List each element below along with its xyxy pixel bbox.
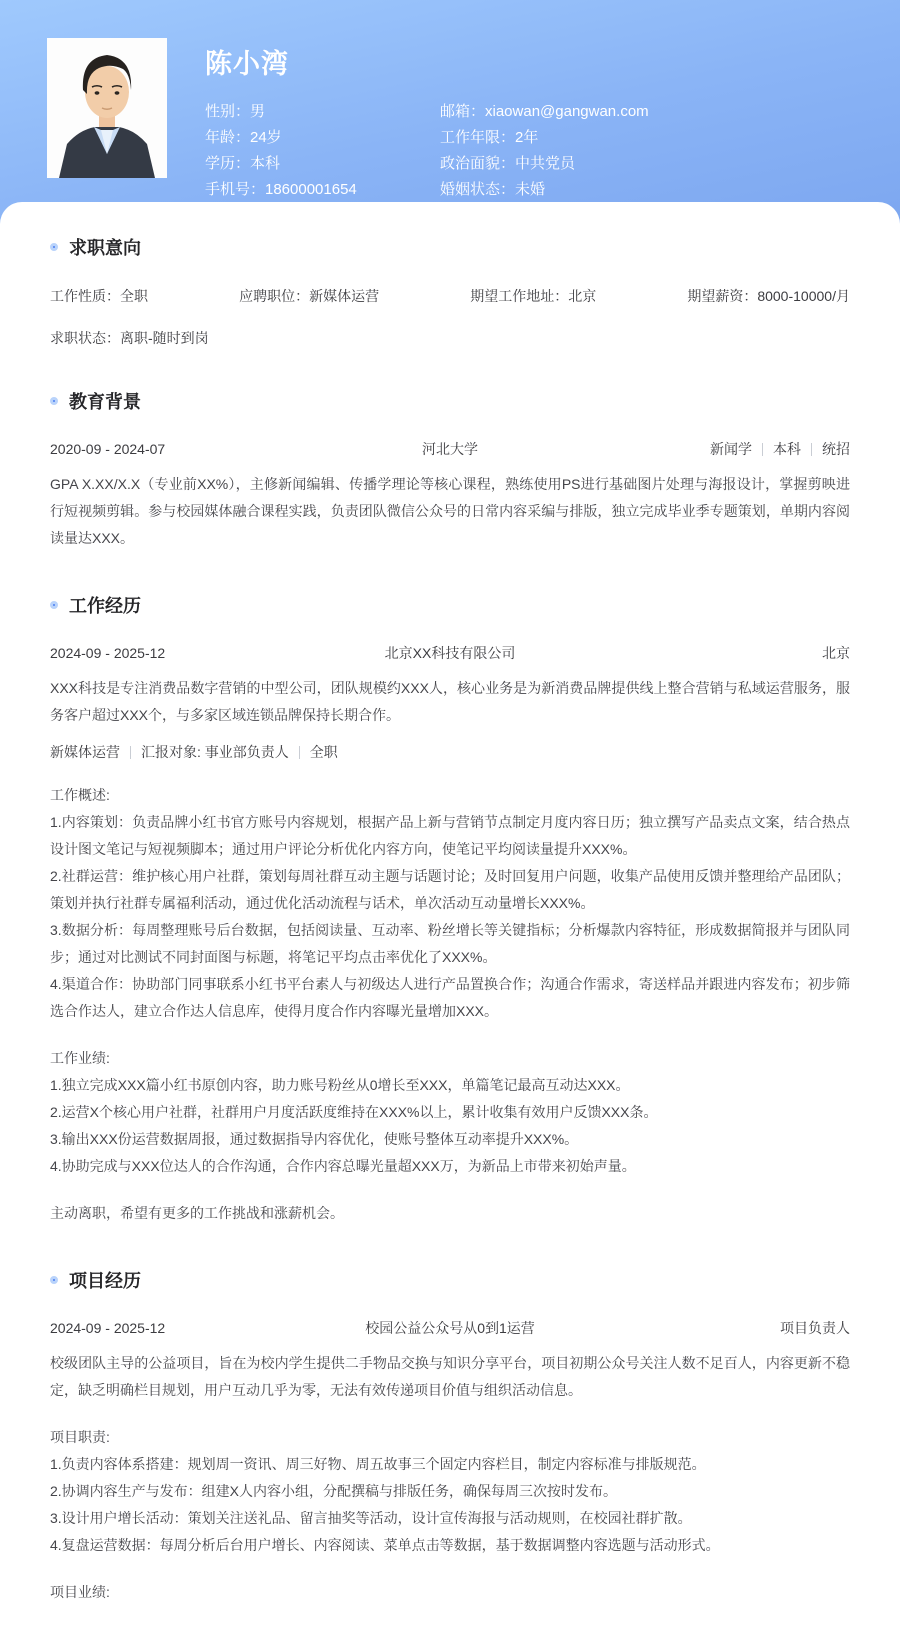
project-intro: 校级团队主导的公益项目，旨在为校内学生提供二手物品交换与知识分享平台，项目初期公众号关注人数不足百人，内容更新不稳定，缺乏明确栏目规划，用户互动几乎为零，无法有效传递项目价值与组织活动信息。 [50,1355,850,1398]
section-bullet-icon [50,243,58,251]
resume-body [0,202,900,1646]
header-field-gender: 性别：男 [205,103,266,120]
work-achievement-item: 1.独立完成XXX篇小红书原创内容，助力账号粉丝从0增长至XXX，单篇笔记最高互动达XXX。 [50,1077,630,1093]
job-intent-location: 期望工作地址：北京 [470,288,597,304]
candidate-name: 陈小湾 [205,49,289,79]
work-entry-row [50,643,850,663]
education-school: 河北大学 [422,441,478,457]
job-intent-position: 应聘职位：新媒体运营 [239,288,380,304]
education-admission-type: 统招 [822,441,850,457]
section-job-intent [50,234,850,348]
work-period: 2024-09 - 2025-12 [50,645,166,661]
education-meta [710,439,850,459]
work-achievement-item: 4.协助完成与XXX位达人的合作沟通，合作内容总曝光量超XXX万，为新品上市带来初始声量。 [50,1158,636,1174]
header-field-age: 年龄：24岁 [205,129,282,146]
work-location: 北京 [822,645,850,661]
section-project-experience [50,1267,850,1606]
section-title-text: 教育背景 [69,392,141,412]
project-entry-row [50,1318,850,1338]
job-intent-work-type: 工作性质：全职 [50,288,148,304]
job-intent-status-row [50,328,850,348]
divider [762,443,763,456]
project-duties-label: 项目职责: [50,1429,110,1445]
work-overview-item: 2.社群运营：维护核心用户社群，策划每周社群互动主题与话题讨论；及时回复用户问题，收集产品使用反馈并整理给产品团队；策划并执行社群专属福利活动，通过优化活动流程与话术，单次活动互动量增长XXX%。 [50,868,850,911]
header-field-degree: 学历：本科 [205,155,281,172]
project-results-label: 项目业绩: [50,1584,110,1600]
job-intent-salary: 期望薪资：8000-10000/月 [687,288,850,304]
work-meta-row [50,742,850,762]
project-duty-item: 2.协调内容生产与发布：组建X人内容小组，分配撰稿与排版任务，确保每周三次按时发布。 [50,1483,618,1499]
divider [811,443,812,456]
project-duty-item: 3.设计用户增长活动：策划关注送礼品、留言抽奖等活动，设计宣传海报与活动规则，在校园社群扩散。 [50,1510,692,1526]
project-period: 2024-09 - 2025-12 [50,1320,166,1336]
work-employment-type: 全职 [309,744,338,760]
education-period: 2020-09 - 2024-07 [50,441,166,457]
section-title-education [50,388,850,414]
header-field-email: 邮箱：xiaowan@gangwan.com [440,103,649,120]
work-report-to: 汇报对象: 事业部负责人 [141,744,289,760]
work-company: 北京XX科技有限公司 [384,645,516,661]
work-achievement-item: 3.输出XXX份运营数据周报，通过数据指导内容优化，使账号整体互动率提升XXX%。 [50,1131,579,1147]
section-bullet-icon [50,601,58,609]
education-description: GPA X.XX/X.X（专业前XX%），主修新闻编辑、传播学理论等核心课程，熟练使用PS进行基础图片处理与海报设计，掌握剪映进行短视频剪辑。参与校园媒体融合课程实践，负责团队微信公众号的日常内容采编与排版，独立完成毕业季专题策划，单期内容阅读量达XXX。 [50,476,850,546]
project-duty-item: 4.复盘运营数据：每周分析后台用户增长、内容阅读、菜单点击等数据，基于数据调整内容选题与活动形式。 [50,1537,720,1553]
divider [299,746,300,759]
section-work-experience [50,592,850,1227]
job-intent-status: 求职状态：离职-随时到岗 [50,330,209,346]
portrait-photo-icon [47,38,167,178]
divider [130,746,131,759]
work-company-intro: XXX科技是专注消费品数字营销的中型公司，团队规模约XXX人，核心业务是为新消费品牌提供线上整合营销与私域运营服务，服务客户超过XXX个，与多家区域连锁品牌保持长期合作。 [50,680,850,723]
section-title-work [50,592,850,618]
section-title-text: 工作经历 [69,596,141,616]
section-title-text: 项目经历 [69,1271,141,1291]
work-overview-item: 4.渠道合作：协助部门同事联系小红书平台素人与初级达人进行产品置换合作；沟通合作需求，寄送样品并跟进内容发布；初步筛选合作达人，建立合作达人信息库，使得月度合作内容曝光量增加XXX。 [50,976,850,1019]
work-leave-reason: 主动离职，希望有更多的工作挑战和涨薪机会。 [50,1205,344,1221]
section-title-project [50,1267,850,1293]
project-duty-item: 1.负责内容体系搭建：规划周一资讯、周三好物、周五故事三个固定内容栏目，制定内容标准与排版规范。 [50,1456,706,1472]
work-achievements-label: 工作业绩: [50,1050,110,1066]
project-name: 校园公益公众号从0到1运营 [365,1320,535,1336]
resume-header [0,0,900,224]
project-role: 项目负责人 [780,1320,850,1336]
work-position: 新媒体运营 [50,744,120,760]
profile-photo [47,38,167,178]
header-field-political-status: 政治面貌：中共党员 [440,155,576,172]
work-achievement-item: 2.运营X个核心用户社群，社群用户月度活跃度维持在XXX%以上，累计收集有效用户反馈XXX条。 [50,1104,658,1120]
header-field-marital-status: 婚姻状态：未婚 [440,181,546,198]
work-overview-item: 1.内容策划：负责品牌小红书官方账号内容规划，根据产品上新与营销节点制定月度内容日历；独立撰写产品卖点文案，结合热点设计图文笔记与短视频脚本；通过用户评论分析优化内容方向，使笔记平均阅读量提升XXX%。 [50,814,850,857]
section-bullet-icon [50,397,58,405]
header-field-phone: 手机号：18600001654 [205,181,357,198]
section-education [50,388,850,552]
job-intent-row [50,286,850,306]
section-title-job-intent [50,234,850,260]
header-field-experience-years: 工作年限：2年 [440,129,539,146]
work-overview-item: 3.数据分析：每周整理账号后台数据，包括阅读量、互动率、粉丝增长等关键指标；分析爆款内容特征，形成数据简报并与团队同步；通过对比测试不同封面图与标题，将笔记平均点击率优化了XXX%。 [50,922,850,965]
work-overview-label: 工作概述: [50,787,110,803]
education-degree: 本科 [773,441,801,457]
education-major: 新闻学 [710,441,752,457]
section-title-text: 求职意向 [69,238,141,258]
section-bullet-icon [50,1276,58,1284]
education-entry-row [50,439,850,459]
